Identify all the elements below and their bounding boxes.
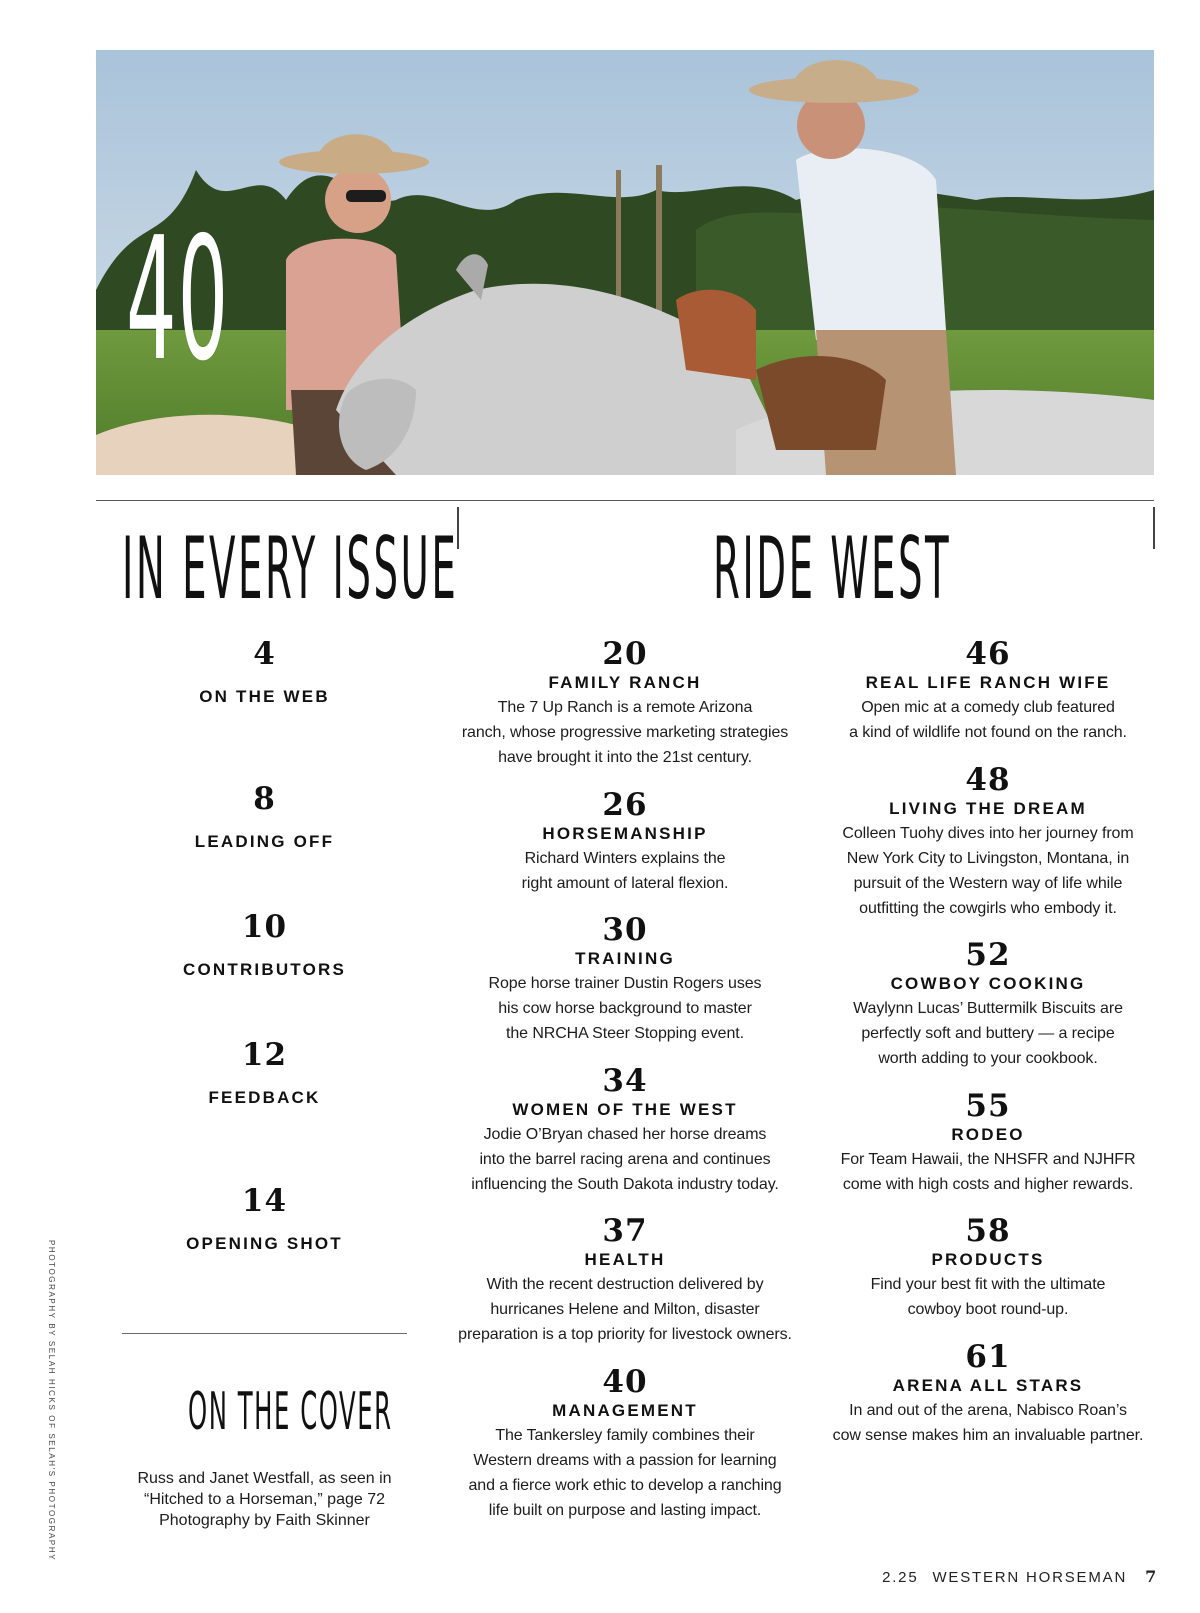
description-line: have brought it into the 21st century.: [498, 749, 752, 766]
toc-page-number: 34: [602, 1063, 648, 1099]
description-line: a kind of wildlife not found on the ranch.: [849, 724, 1127, 741]
description-line: cow sense makes him an invaluable partner.: [832, 1427, 1144, 1444]
toc-item-label: COWBOY COOKING: [890, 974, 1086, 993]
toc-page-number: 4: [253, 636, 276, 672]
toc-page-number: 52: [965, 937, 1011, 973]
toc-item-label: REAL LIFE RANCH WIFE: [865, 673, 1111, 692]
toc-item[interactable]: [450, 788, 800, 896]
toc-page-number: 58: [965, 1213, 1011, 1249]
toc-item-label: ON THE WEB: [199, 687, 330, 706]
description-line: Colleen Tuohy dives into her journey from: [842, 825, 1134, 842]
cover-caption-line: Photography by Faith Skinner: [159, 1512, 370, 1529]
toc-page-number: 37: [602, 1213, 648, 1249]
toc-item-description: [813, 1272, 1163, 1322]
toc-item-description: [450, 846, 800, 896]
toc-page-number: 10: [241, 909, 288, 945]
toc-item[interactable]: [450, 1064, 800, 1197]
toc-item-label: MANAGEMENT: [552, 1401, 698, 1420]
toc-item[interactable]: [813, 938, 1163, 1071]
toc-item[interactable]: [813, 637, 1163, 745]
description-line: outfitting the cowgirls who embody it.: [859, 900, 1117, 917]
description-line: cowboy boot round-up.: [907, 1301, 1069, 1318]
description-line: right amount of lateral flexion.: [521, 875, 729, 892]
description-line: pursuit of the Western way of life while: [853, 875, 1123, 892]
toc-item-label: LEADING OFF: [194, 832, 335, 851]
toc-item[interactable]: [813, 1340, 1163, 1448]
toc-page-number: 61: [965, 1339, 1011, 1375]
feature-page-number: 40: [126, 201, 230, 399]
toc-item-description: [450, 1272, 800, 1347]
description-line: life built on purpose and lasting impact.: [488, 1502, 762, 1519]
description-line: hurricanes Helene and Milton, disaster: [490, 1301, 760, 1318]
cover-caption: [122, 1468, 407, 1531]
description-line: New York City to Livingston, Montana, in: [846, 850, 1130, 867]
on-the-cover-heading: ON THE COVER: [188, 1382, 393, 1442]
toc-item-description: [813, 821, 1163, 921]
toc-item-description: [813, 695, 1163, 745]
toc-item-description: [450, 1423, 800, 1523]
toc-page-number: 55: [965, 1088, 1011, 1124]
toc-item[interactable]: [122, 782, 407, 854]
in-every-issue-list: [122, 0, 407, 1613]
description-line: Rope horse trainer Dustin Rogers uses: [488, 975, 762, 992]
toc-page-number: 20: [602, 636, 648, 672]
description-line: Western dreams with a passion for learning: [473, 1452, 777, 1469]
toc-item-description: [450, 1122, 800, 1197]
ride-west-heading: RIDE WEST: [713, 519, 952, 619]
toc-item[interactable]: [450, 913, 800, 1046]
toc-item-label: CONTRIBUTORS: [182, 960, 347, 979]
description-line: For Team Hawaii, the NHSFR and NJHFR: [840, 1151, 1136, 1168]
description-line: come with high costs and higher rewards.: [842, 1176, 1134, 1193]
description-line: ranch, whose progressive marketing strategies: [461, 724, 789, 741]
toc-item[interactable]: [122, 637, 407, 709]
description-line: the NRCHA Steer Stopping event.: [506, 1025, 744, 1042]
toc-page-number: 8: [253, 781, 276, 817]
description-line: influencing the South Dakota industry today.: [471, 1176, 779, 1193]
toc-item-description: [813, 1147, 1163, 1197]
toc-item-label: RODEO: [951, 1125, 1025, 1144]
description-line: into the barrel racing arena and continues: [479, 1151, 771, 1168]
toc-item-description: [813, 1398, 1163, 1448]
toc-item-label: HEALTH: [584, 1250, 666, 1269]
page-number: 7: [1145, 1567, 1158, 1586]
description-line: Open mic at a comedy club featured: [861, 699, 1115, 716]
description-line: his cow horse background to master: [498, 1000, 752, 1017]
toc-item[interactable]: [122, 1038, 407, 1110]
toc-item[interactable]: [450, 637, 800, 770]
toc-item[interactable]: [813, 1214, 1163, 1322]
toc-page-number: 46: [965, 636, 1011, 672]
toc-item-label: LIVING THE DREAM: [889, 799, 1087, 818]
toc-item[interactable]: [450, 1214, 800, 1347]
toc-item-label: FEEDBACK: [208, 1088, 321, 1107]
toc-item[interactable]: [122, 1184, 407, 1256]
toc-item[interactable]: [813, 763, 1163, 921]
description-line: preparation is a top priority for livestock owners.: [458, 1326, 792, 1343]
toc-item[interactable]: [813, 1089, 1163, 1197]
toc-page-number: 12: [241, 1037, 288, 1073]
description-line: Find your best fit with the ultimate: [870, 1276, 1106, 1293]
description-line: Jodie O’Bryan chased her horse dreams: [483, 1126, 767, 1143]
toc-item-description: [813, 996, 1163, 1071]
toc-item-label: HORSEMANSHIP: [542, 824, 708, 843]
description-line: Waylynn Lucas’ Buttermilk Biscuits are: [853, 1000, 1123, 1017]
toc-page-number: 48: [965, 762, 1011, 798]
toc-item[interactable]: [122, 910, 407, 982]
cover-divider: [122, 1333, 407, 1334]
toc-item-label: FAMILY RANCH: [548, 673, 702, 692]
issue-date: 2.25: [882, 1569, 919, 1586]
description-line: The 7 Up Ranch is a remote Arizona: [497, 699, 753, 716]
toc-page-number: 40: [602, 1364, 648, 1400]
toc-item-label: OPENING SHOT: [186, 1234, 343, 1253]
magazine-name: WESTERN HORSEMAN: [932, 1569, 1128, 1586]
in-every-issue-heading: IN EVERY ISSUE: [122, 519, 459, 619]
description-line: perfectly soft and buttery — a recipe: [861, 1025, 1115, 1042]
cover-caption-line: “Hitched to a Horseman,” page 72: [143, 1491, 385, 1508]
toc-item-description: [450, 695, 800, 770]
description-line: worth adding to your cookbook.: [878, 1050, 1098, 1067]
cover-caption-line: Russ and Janet Westfall, as seen in: [137, 1470, 392, 1487]
photo-credit: PHOTOGRAPHY BY SELAH HICKS OF SELAH'S PHOTOGRAPHY: [47, 1240, 56, 1562]
toc-item-label: WOMEN OF THE WEST: [512, 1100, 738, 1119]
description-line: Richard Winters explains the: [524, 850, 726, 867]
toc-item-description: [450, 971, 800, 1046]
toc-item-label: ARENA ALL STARS: [892, 1376, 1084, 1395]
description-line: In and out of the arena, Nabisco Roan’s: [849, 1402, 1127, 1419]
ride-west-column-middle: [450, 0, 800, 1613]
toc-page-number: 26: [602, 787, 648, 823]
toc-page-number: 14: [241, 1183, 288, 1219]
toc-item[interactable]: [450, 1365, 800, 1523]
page-footer: [882, 1567, 1158, 1586]
description-line: The Tankersley family combines their: [495, 1427, 755, 1444]
description-line: and a fierce work ethic to develop a ranching: [468, 1477, 782, 1494]
toc-page-number: 30: [602, 912, 648, 948]
ride-west-column-right: [813, 0, 1163, 1613]
toc-item-label: TRAINING: [575, 949, 675, 968]
description-line: With the recent destruction delivered by: [486, 1276, 764, 1293]
toc-item-label: PRODUCTS: [931, 1250, 1045, 1269]
